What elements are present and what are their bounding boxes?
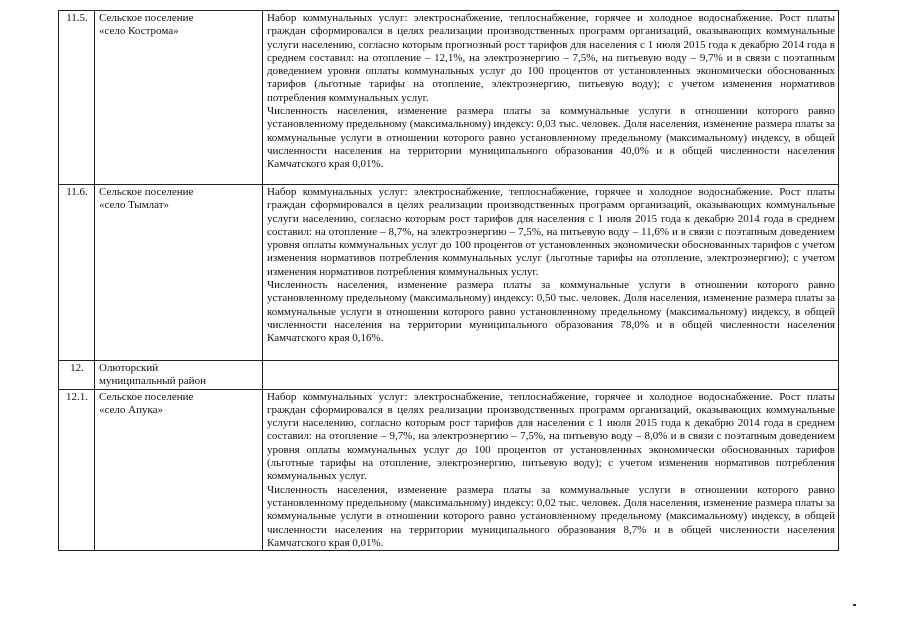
services-paragraph: Набор коммунальных услуг: электроснабжение, теплоснабжение, горячее и холодное водоснабжение. Рост платы граждан сформировался в целях реализации производственных программ организаций, оказывающих коммунальные услуги населению, согласно которым рост тарифов для населения с 1 июля 2015 года к декабрю 2014 года в среднем составил: на отопление – 8,7%, на электроэнергию – 7,5%, на питьевую воду – 11,6% и в связи с поэтапным доведением уровня оплаты коммунальных услуг до 100 процентов от установленных экономически обоснованных тарифов с учетом изменения нормативов потребления коммунальных услуг (льготные тарифы на отопление, электроэнергию); с учетом изменения нормативов потребления коммунальных услуг. (267, 186, 835, 278)
population-paragraph: Численность населения, изменение размера платы за коммунальные услуги в отношении которого равно установленному предельному (максимальному) индексу: 0,03 тыс. человек. Доля населения, изменение размера платы за коммунальные услуги в отношении которого равно установленному предельному (максимальному) индексу, в общей численности населения на территории муниципального образования 40,0% и в общей численности населения Камчатского края 0,01%. (267, 105, 835, 171)
district-name-cell (95, 361, 263, 390)
row-number: 11.5. (59, 11, 95, 185)
settlement-name-cell (95, 11, 263, 185)
population-paragraph: Численность населения, изменение размера платы за коммунальные услуги в отношении которого равно установленному предельному (максимальному) индексу: 0,02 тыс. человек. Доля населения, изменение размера платы за коммунальные услуги в отношении которого равно установленному предельному (максимальному) индексу, в общей численности населения на территории муниципального образования 8,7% и в общей численности населения Камчатского края 0,01%. (267, 483, 835, 549)
settlement-name-line2: «село Кострома» (99, 25, 179, 38)
population-paragraph: Численность населения, изменение размера платы за коммунальные услуги в отношении которого равно установленному предельному (максимальному) индексу: 0,50 тыс. человек. Доля населения, изменение размера платы за коммунальные услуги в отношении которого равно установленному предельному (максимальному) индексу, в общей численности населения на территории муниципального образования 78,0% и в общей численности населения Камчатского края 0,16%. (267, 279, 835, 345)
description-cell (263, 185, 839, 361)
settlement-name-line1: Сельское поселение (99, 390, 194, 403)
description-cell-empty (263, 361, 839, 390)
settlement-name-line1: Сельское поселение (99, 186, 194, 198)
district-name-line2: муниципальный район (99, 375, 206, 388)
services-paragraph: Набор коммунальных услуг: электроснабжение, теплоснабжение, горячее и холодное водоснабжение. Рост платы граждан сформировался в целях реализации производственных программ организаций, оказывающих коммунальные услуги населению, согласно которым рост тарифов для населения с 1 июля 2015 года к декабрю 2014 года в среднем составил: на отопление – 9,7%, на электроэнергию – 7,5%, на питьевую воду – 8,0% и в связи с поэтапным доведением уровня оплаты коммунальных услуг до 100 процентов от установленных экономически обоснованных тарифов (льготные тарифы на отопление, электроэнергию, питьевую воду); с учетом изменения нормативов потребления коммунальных услуг. (267, 390, 835, 483)
row-number: 12. (59, 361, 95, 390)
table-row (59, 11, 839, 185)
settlement-name-line2: «село Тымлат» (99, 199, 170, 212)
row-number: 12.1. (59, 389, 95, 551)
settlement-name-cell (95, 185, 263, 361)
services-paragraph: Набор коммунальных услуг: электроснабжение, теплоснабжение, горячее и холодное водоснабжение. Рост платы граждан сформировался в целях реализации производственных программ организаций, оказывающих коммунальные услуги населению, согласно которым прогнозный рост тарифов для населения с 1 июля 2015 года к декабрю 2014 года в среднем составил: на отопление – 12,1%, на электроэнергию – 7,5%, на питьевую воду – 9,7% и в связи с поэтапным доведением уровня оплаты коммунальных услуг до 100 процентов от установленных экономически обоснованных тарифов (льготные тарифы на отопление, электроэнергию, питьевую воду); с учетом изменения нормативов потребления коммунальных услуг. (267, 12, 835, 104)
settlement-name-line2: «село Апука» (99, 403, 164, 416)
settlement-name-cell (95, 389, 263, 551)
settlement-name-line1: Сельское поселение (99, 12, 194, 24)
row-number: 11.6. (59, 185, 95, 361)
document-table (58, 10, 839, 551)
description-cell (263, 389, 839, 551)
scan-speck (853, 604, 856, 606)
table-row (59, 185, 839, 361)
district-name-line1: Олюторский (99, 362, 159, 374)
table-row (59, 361, 839, 390)
description-cell (263, 11, 839, 185)
table-row (59, 389, 839, 551)
